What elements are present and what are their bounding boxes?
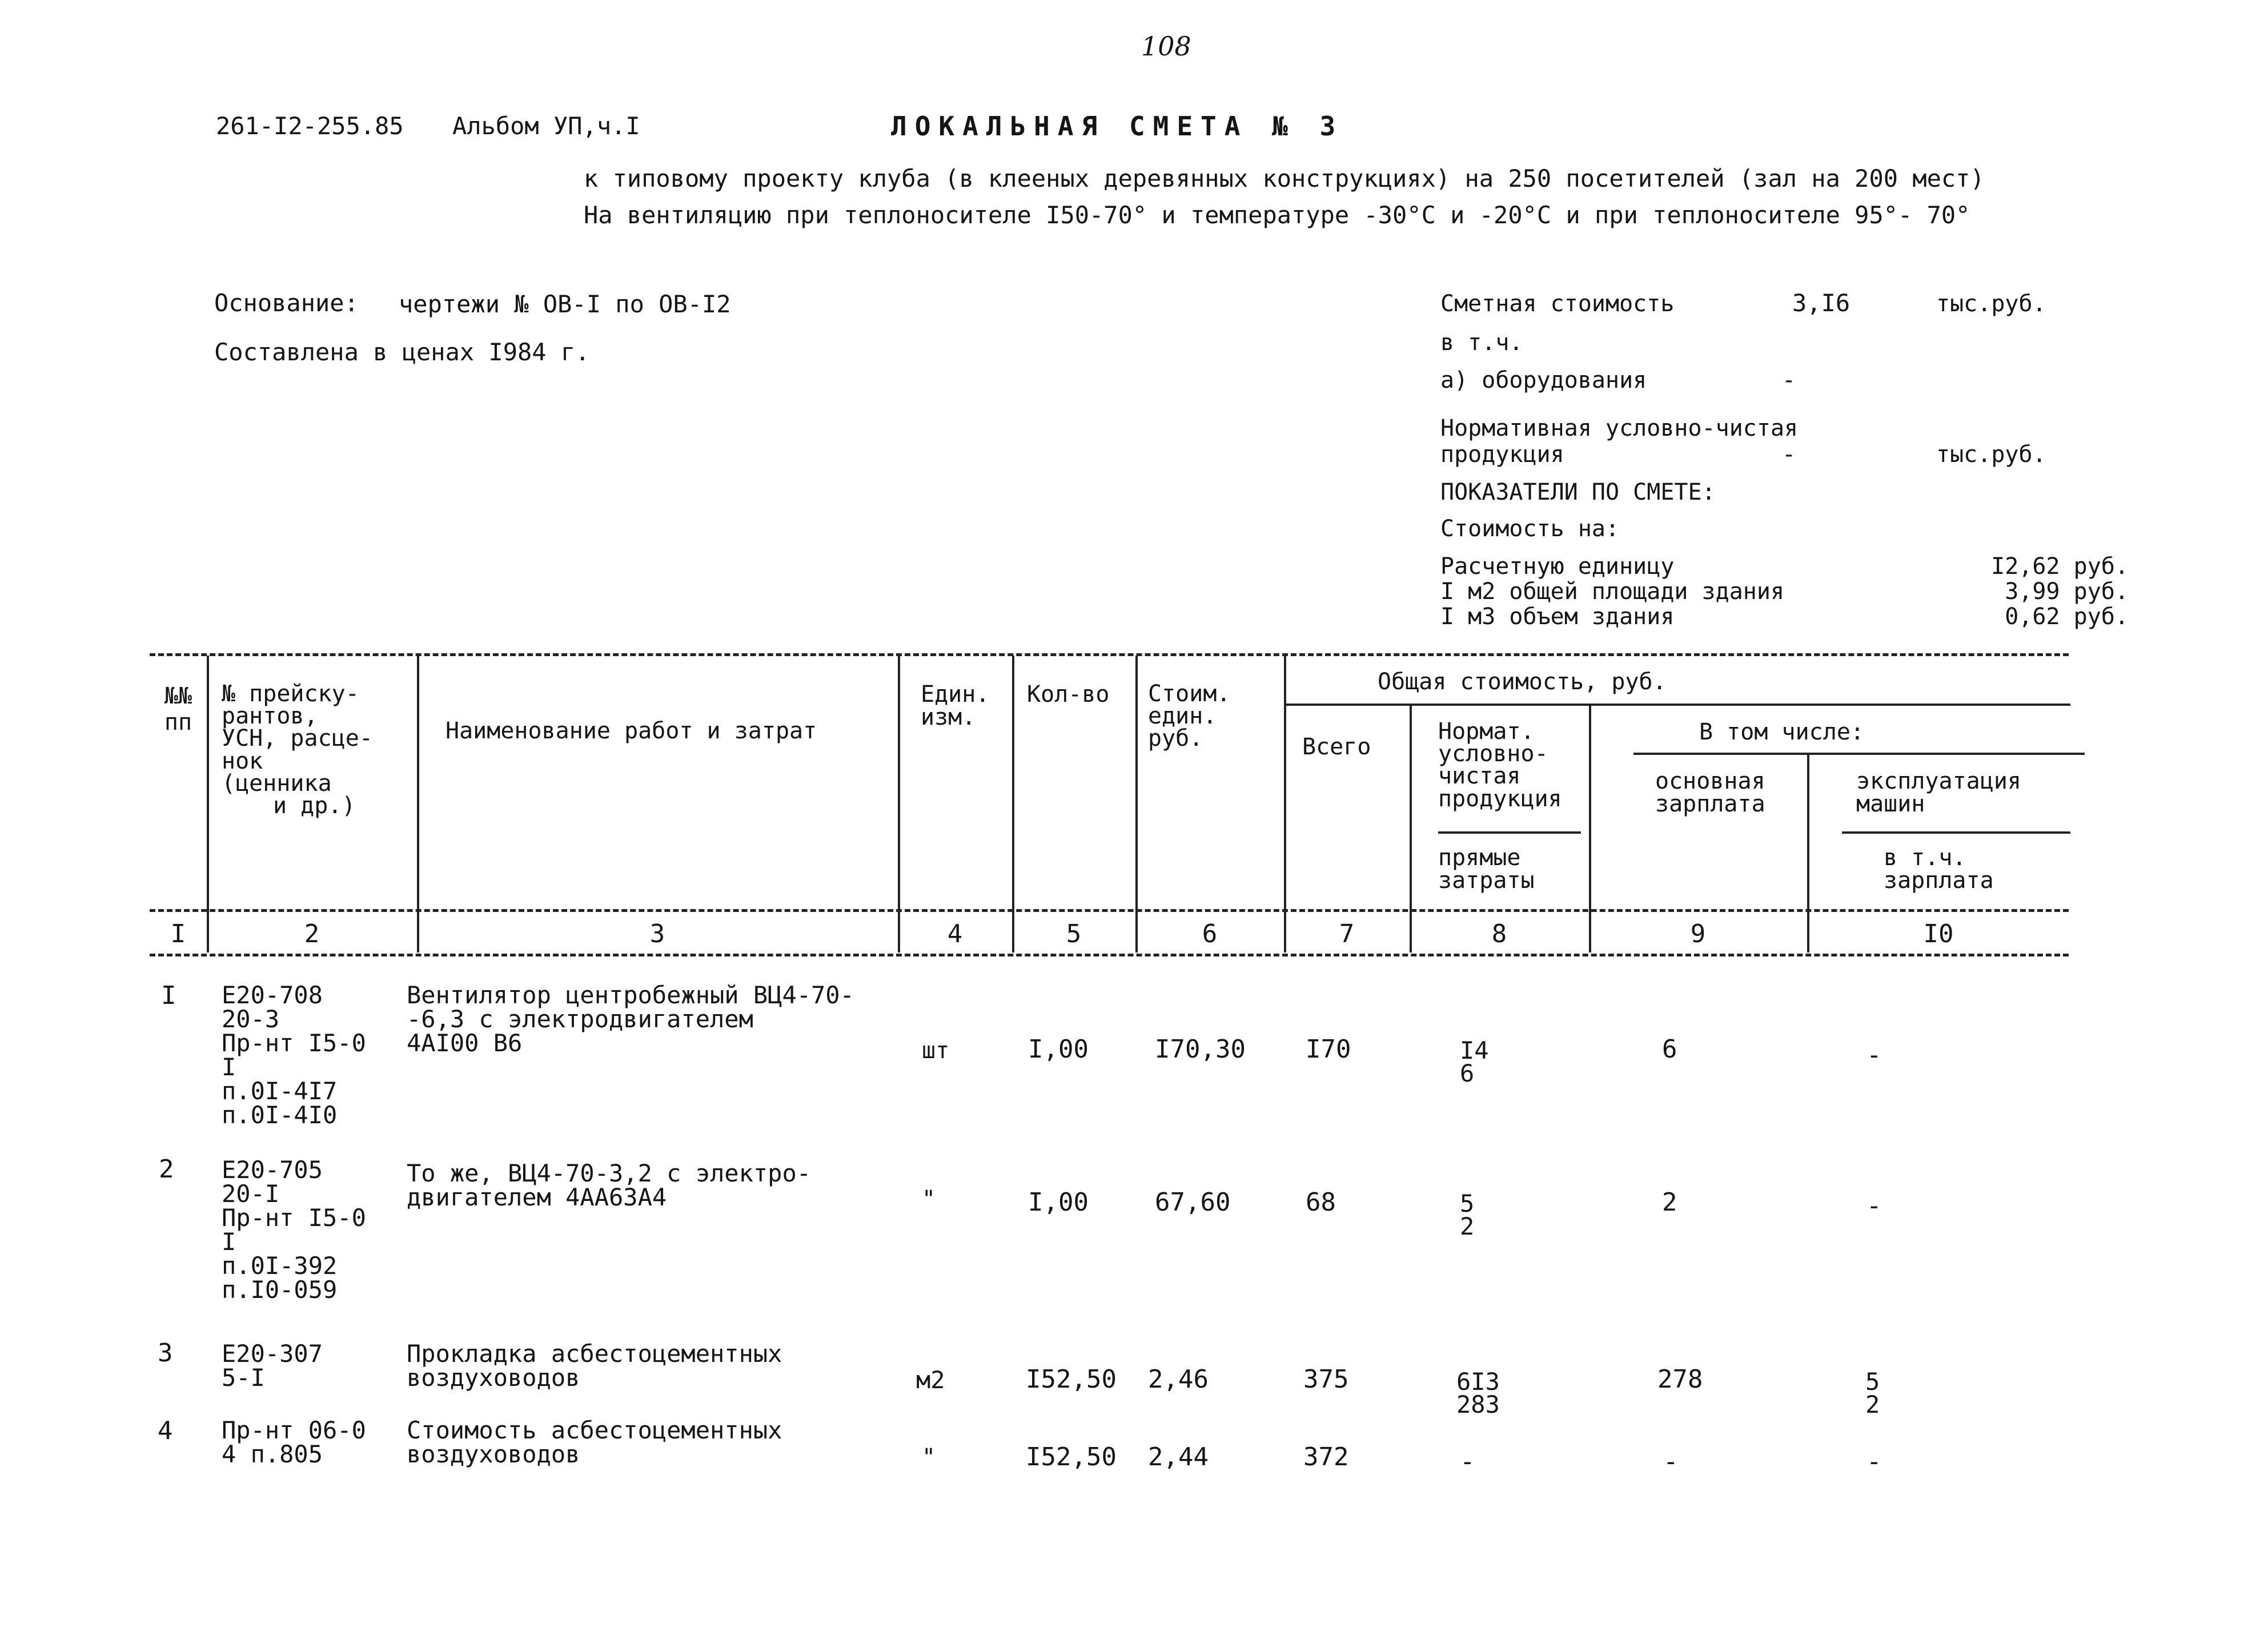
row-code: Е20-307 5-I: [222, 1340, 323, 1392]
col-number: 9: [1690, 919, 1706, 948]
row-price: I70,30: [1155, 1035, 1246, 1064]
row-total: 68: [1306, 1188, 1336, 1217]
row-wage: -: [1663, 1447, 1679, 1476]
per-m3-value: 0,62 руб.: [2005, 604, 2129, 630]
row-machine: 5 2: [1865, 1368, 1880, 1418]
row-wage: 6: [1662, 1035, 1677, 1064]
row-name: Стоимость асбестоцементных воздуховодов: [407, 1416, 782, 1468]
subtitle-line-2: На вентиляцию при теплоносителе I50-70° и температуре -30°С и -20°С и при теплоносителе 95°- 70°: [584, 201, 1970, 229]
col-divider-2: [417, 656, 419, 952]
row-number: 3: [158, 1339, 173, 1368]
row-price: 67,60: [1155, 1188, 1231, 1217]
col-divider-8: [1589, 706, 1591, 952]
header-col2: № прейску- рантов, УСН, расце- нок (ценника и др.): [222, 681, 373, 819]
header-col5: Кол-во: [1027, 681, 1110, 708]
col-number: 2: [304, 919, 320, 948]
row-unit: шт: [922, 1038, 950, 1064]
row-norm: 6I3 283: [1456, 1368, 1500, 1418]
per-unit-value: I2,62 руб.: [1991, 553, 2129, 580]
row-price: 2,46: [1148, 1365, 1209, 1394]
prices-year: Составлена в ценах I984 г.: [214, 338, 590, 366]
document-title: ЛОКАЛЬНАЯ СМЕТА № 3: [891, 111, 1344, 142]
indicators-heading: ПОКАЗАТЕЛИ ПО СМЕТЕ:: [1440, 479, 1716, 505]
col-number: 5: [1066, 919, 1082, 948]
col-number: 7: [1339, 919, 1355, 948]
header-col10-sub: в т.ч. зарплата: [1884, 845, 1994, 894]
row-wage: 278: [1657, 1365, 1703, 1394]
row-code: Е20-708 20-3 Пр-нт I5-0 I п.0I-4I7 п.0I-4I0: [222, 981, 366, 1129]
cost-on-label: Стоимость на:: [1440, 516, 1620, 542]
header-col1: №№ пп: [164, 683, 192, 735]
album-label: Альбом УП,ч.I: [452, 112, 640, 140]
col-number: I0: [1923, 919, 1954, 948]
per-m3-label: I м3 объем здания: [1440, 604, 1675, 630]
per-m2-label: I м2 общей площади здания: [1440, 578, 1785, 605]
col10-header-underline: [1842, 831, 2070, 834]
col-divider-4: [1012, 656, 1014, 952]
row-total: 375: [1303, 1365, 1349, 1394]
row-name: То же, ВЦ4-70-3,2 с электро- двигателем 4АА63А4: [407, 1159, 812, 1211]
row-wage: 2: [1662, 1188, 1677, 1217]
row-qty: I,00: [1028, 1035, 1089, 1064]
total-cost-underline: [1285, 704, 2070, 706]
header-col7: Всего: [1302, 734, 1371, 760]
basis-label: Основание:: [214, 289, 359, 317]
row-norm: 5 2: [1460, 1189, 1475, 1240]
col-number: 3: [649, 919, 665, 948]
header-col8: Нормат. условно- чистая продукция: [1438, 718, 1562, 812]
normative-production-value: -: [1782, 441, 1796, 468]
header-col6: Стоим. един. руб.: [1148, 681, 1231, 752]
header-including: В том числе:: [1699, 719, 1864, 745]
row-qty: I52,50: [1026, 1442, 1117, 1472]
row-code: Пр-нт 06-0 4 п.805: [222, 1416, 366, 1468]
header-total-cost: Общая стоимость, руб.: [1378, 669, 1667, 695]
page-number: 108: [1141, 31, 1191, 62]
normative-production-label-2: продукция: [1440, 441, 1564, 468]
row-machine: -: [1866, 1040, 1882, 1070]
row-code: Е20-705 20-I Пр-нт I5-0 I п.0I-392 п.I0-059: [222, 1156, 366, 1304]
row-number: 4: [158, 1416, 173, 1445]
row-price: 2,44: [1148, 1442, 1209, 1472]
row-name: Вентилятор центробежный ВЦ4-70- -6,3 с электродвигателем 4АI00 В6: [407, 981, 854, 1057]
row-qty: I,00: [1028, 1188, 1089, 1217]
header-col10: эксплуатация машин: [1856, 768, 2021, 817]
col-divider-7: [1410, 706, 1412, 952]
row-machine: -: [1866, 1191, 1882, 1220]
row-number: I: [161, 981, 176, 1010]
col-numbers-bottom-line: [150, 954, 2069, 956]
row-unit: ": [922, 1444, 936, 1470]
header-bottom-line: [150, 909, 2069, 912]
col-divider-1: [207, 656, 209, 952]
row-norm: -: [1460, 1447, 1475, 1476]
including-label: в т.ч.: [1440, 329, 1523, 356]
col-divider-5: [1135, 656, 1138, 952]
basis-value: чертежи № ОВ-I по ОВ-I2: [399, 290, 731, 318]
normative-production-label-1: Нормативная условно-чистая: [1440, 415, 1799, 441]
row-unit: ": [922, 1186, 936, 1212]
estimated-cost-label: Сметная стоимость: [1440, 291, 1675, 317]
row-unit: м2: [916, 1366, 945, 1394]
col-number: I: [170, 919, 186, 948]
col-number: 4: [947, 919, 963, 948]
col-divider-3: [898, 656, 900, 952]
row-norm: I4 6: [1460, 1036, 1489, 1087]
per-m2-value: 3,99 руб.: [2005, 578, 2129, 605]
header-col4: Един. изм.: [921, 681, 990, 730]
col-divider-6: [1284, 656, 1286, 952]
equipment-label: а) оборудования: [1440, 367, 1647, 393]
equipment-value: -: [1782, 367, 1796, 393]
col-number: 8: [1491, 919, 1507, 948]
col-number: 6: [1202, 919, 1218, 948]
table-top-line: [150, 653, 2069, 656]
row-total: I70: [1306, 1035, 1351, 1064]
row-qty: I52,50: [1026, 1365, 1117, 1394]
col8-header-underline: [1438, 831, 1581, 834]
header-col3: Наименование работ и затрат: [445, 718, 817, 744]
header-col9: основная зарплата: [1655, 768, 1765, 817]
per-unit-label: Расчетную единицу: [1440, 553, 1675, 580]
row-total: 372: [1303, 1442, 1349, 1472]
subtitle-line-1: к типовому проекту клуба (в клееных деревянных конструкциях) на 250 посетителей (зал на 200 мест): [584, 164, 1985, 192]
estimated-cost-unit: тыс.руб.: [1936, 291, 2046, 317]
row-machine: -: [1866, 1447, 1882, 1476]
estimated-cost-value: 3,I6: [1792, 289, 1850, 317]
incl-underline: [1633, 753, 2085, 755]
document-code: 261-I2-255.85: [216, 112, 404, 140]
normative-production-unit: тыс.руб.: [1936, 441, 2046, 468]
row-name: Прокладка асбестоцементных воздуховодов: [407, 1340, 782, 1392]
row-number: 2: [159, 1155, 174, 1184]
header-col8-sub: прямые затраты: [1438, 845, 1535, 894]
